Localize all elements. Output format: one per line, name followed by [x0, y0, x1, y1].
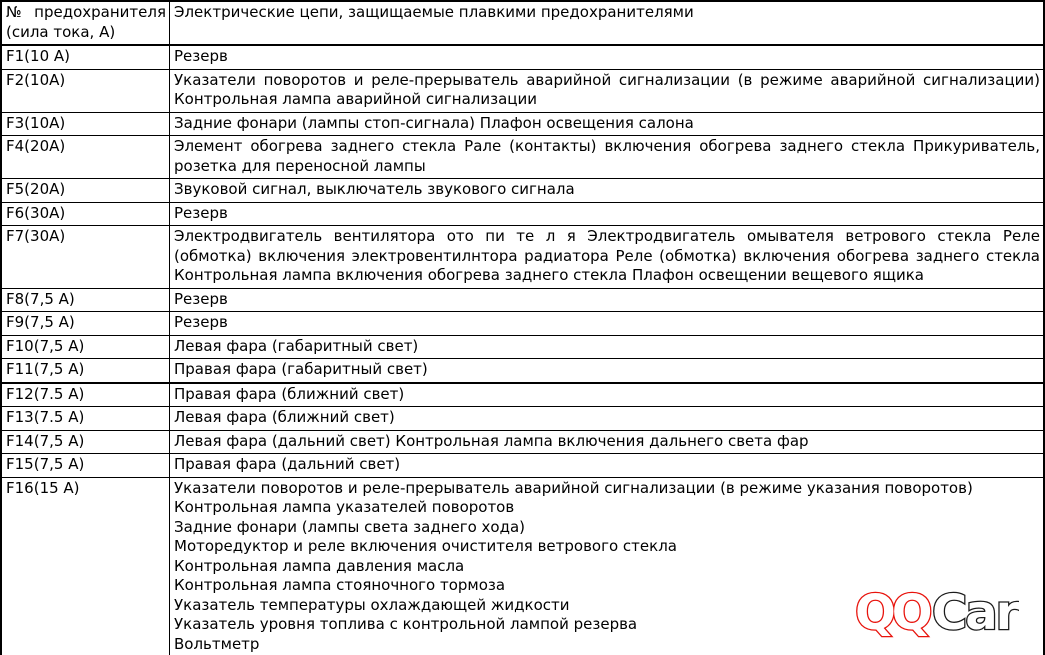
- table-row: [1, 136, 1044, 179]
- fuse-cell: F3(10А): [1, 112, 170, 136]
- fuse-cell: F6(30А): [1, 202, 170, 226]
- circuit-line: Резерв: [174, 289, 228, 308]
- table-row: [1, 69, 1044, 112]
- circuits-cell: [170, 359, 1045, 383]
- circuit-line: Задние фонари (лампы света заднего хода): [174, 517, 526, 536]
- fuse-cell: F11(7,5 А): [1, 359, 170, 383]
- fuse-cell: F4(20А): [1, 136, 170, 179]
- circuit-line: Задние фонари (лампы стоп-сигнала) Плафон освещения салона: [174, 113, 694, 132]
- circuits-cell: [170, 407, 1045, 431]
- circuit-line: Указатель температуры охлаждающей жидкости: [174, 595, 570, 614]
- circuit-line: Контрольная лампа давления масла: [174, 556, 465, 575]
- table-row: [1, 312, 1044, 336]
- circuits-cell: [170, 226, 1045, 289]
- circuit-line: Звуковой сигнал, выключатель звукового сигнала: [174, 180, 575, 198]
- table-row: [1, 477, 1044, 655]
- table-row: [1, 226, 1044, 289]
- circuit-line: Правая фара (габаритный свет): [174, 360, 428, 378]
- logo-qq-text: QQ: [855, 585, 929, 641]
- circuits-cell: [170, 454, 1045, 478]
- table-row: [1, 45, 1044, 69]
- fuse-cell: F13(7.5 А): [1, 407, 170, 431]
- fuse-cell: F14(7,5 А): [1, 430, 170, 454]
- table-row: [1, 454, 1044, 478]
- table-row: [1, 179, 1044, 203]
- circuits-cell: [170, 45, 1045, 69]
- fuse-cell: F16(15 А): [1, 477, 170, 655]
- header-circuits-column: Электрические цепи, защищаемые плавкими предохранителями: [170, 1, 1045, 45]
- circuit-line: Резерв: [174, 203, 228, 222]
- fuse-cell: F15(7,5 А): [1, 454, 170, 478]
- table-row: [1, 407, 1044, 431]
- circuit-line: Моторедуктор и реле включения очистителя ветрового стекла: [174, 537, 677, 555]
- header-fuse-column: [1, 1, 170, 45]
- circuit-line: Элемент обогрева заднего стекла Рале (контакты) включения обогрева заднего стекла Прикуриватель, розетка для переносной лампы: [174, 137, 1040, 175]
- table-row: [1, 112, 1044, 136]
- table-row: [1, 335, 1044, 359]
- table-row: [1, 383, 1044, 407]
- circuit-line: Указатели поворотов и реле-прерыватель аварийной сигнализации (в режиме указания поворотов): [174, 478, 973, 497]
- circuits-cell: [170, 312, 1045, 336]
- table-row: [1, 202, 1044, 226]
- table-header: [1, 1, 1044, 45]
- circuits-cell: [170, 136, 1045, 179]
- fuse-cell: F9(7,5 А): [1, 312, 170, 336]
- fuse-cell: F12(7.5 А): [1, 383, 170, 407]
- circuits-cell: [170, 335, 1045, 359]
- circuit-line: Резерв: [174, 313, 228, 331]
- header-fuse-line1: № предохранителя: [6, 3, 166, 21]
- header-row: [1, 1, 1044, 45]
- circuit-line: Контрольная лампа указателей поворотов: [174, 498, 515, 516]
- circuit-line: Левая фара (ближний свет): [174, 408, 395, 426]
- circuit-line: Электродвигатель вентилятора ото пи те л я Электродвигатель омывателя ветрового стекла Реле (обмотка) включения электровентилнтора радиатора Реле (обмотка) включения обогрева заднего стекла Контрольная лампа включения обогрева заднего стекла Плафон освещении вещевого ящика: [174, 227, 1040, 284]
- header-fuse-line2: (сила тока, А): [6, 22, 116, 41]
- table-row: [1, 359, 1044, 383]
- fuse-cell: F2(10А): [1, 69, 170, 112]
- circuits-cell: [170, 69, 1045, 112]
- circuit-line: Указатели поворотов и реле-прерыватель аварийной сигнализации (в режиме аварийной сигнализации) Контрольная лампа аварийной сигнализации: [174, 70, 1040, 108]
- circuits-cell: [170, 112, 1045, 136]
- fuse-cell: F10(7,5 А): [1, 335, 170, 359]
- circuit-line: Резерв: [174, 47, 228, 65]
- fuse-cell: F1(10 А): [1, 45, 170, 69]
- circuit-line: Правая фара (ближний свет): [174, 384, 405, 403]
- fuse-cell: F8(7,5 А): [1, 288, 170, 312]
- table-row: [1, 430, 1044, 454]
- circuit-line: Правая фара (дальний свет): [174, 455, 401, 473]
- circuit-line: Указатель уровня топлива с контрольной лампой резерва: [174, 615, 638, 633]
- circuit-line: Вольтметр: [174, 634, 260, 653]
- circuits-cell: [170, 430, 1045, 454]
- circuit-line: Контрольная лампа стояночного тормоза: [174, 576, 506, 594]
- circuits-cell: [170, 383, 1045, 407]
- circuits-cell: [170, 288, 1045, 312]
- fuse-cell: F5(20А): [1, 179, 170, 203]
- circuit-line: Левая фара (габаритный свет): [174, 336, 419, 355]
- table-body: [1, 45, 1044, 655]
- fuse-cell: F7(30А): [1, 226, 170, 289]
- circuits-cell: [170, 477, 1045, 655]
- circuits-cell: [170, 202, 1045, 226]
- logo-car-text: Car: [932, 585, 1018, 641]
- circuit-line: Левая фара (дальний свет) Контрольная лампа включения дальнего света фар: [174, 431, 809, 450]
- circuits-cell: [170, 179, 1045, 203]
- table-row: [1, 288, 1044, 312]
